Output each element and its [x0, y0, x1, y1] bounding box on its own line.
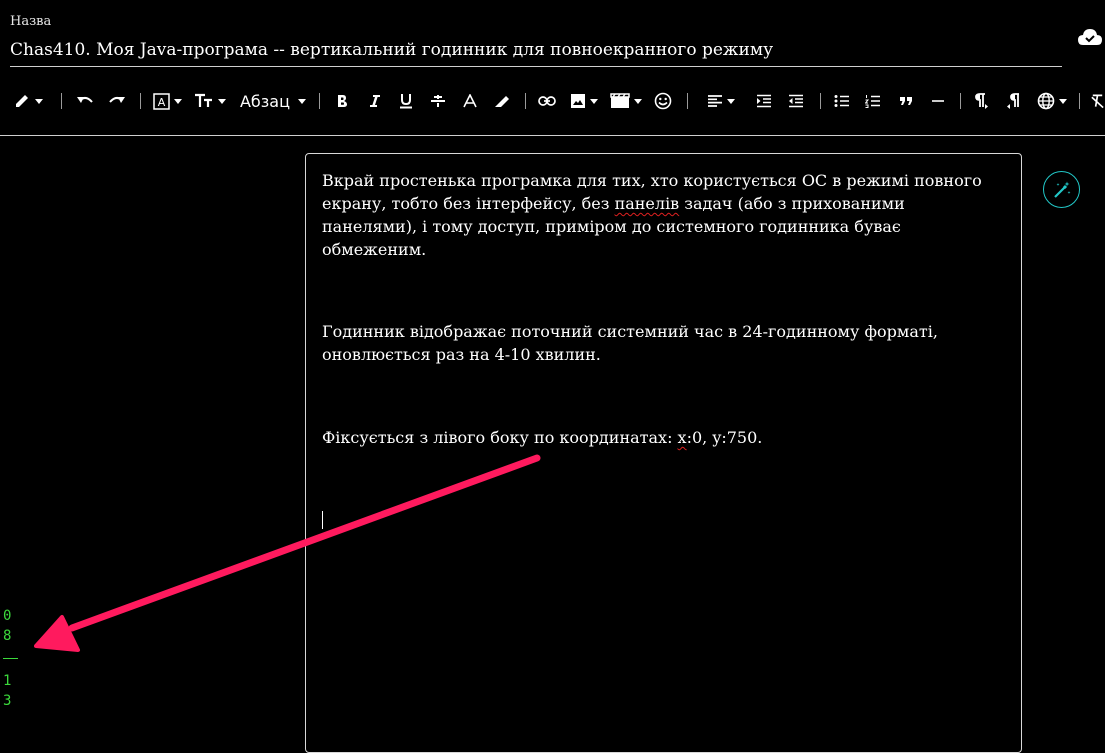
video-icon[interactable]: [610, 86, 642, 116]
link-icon[interactable]: [537, 86, 557, 116]
misspelled-word[interactable]: х: [677, 428, 687, 447]
paragraph-3: [322, 426, 1002, 449]
toolbar-separator: [820, 93, 821, 109]
clock-divider: [3, 658, 18, 659]
paragraph-1-text-b: задач (або з прихованими панелями), і тому доступ, приміром до системного годинника буває обмеженим.: [322, 194, 905, 259]
paragraph-1: [322, 169, 1002, 261]
rtl-icon[interactable]: [1003, 86, 1023, 116]
horizontal-rule-icon[interactable]: [928, 86, 948, 116]
clock-hour-digit-1: 0: [3, 608, 12, 624]
text-color-icon[interactable]: [151, 86, 183, 116]
underline-icon[interactable]: [397, 86, 415, 116]
numbered-list-icon[interactable]: [863, 86, 883, 116]
clear-format-icon[interactable]: [1090, 86, 1105, 116]
toolbar-separator: [61, 93, 62, 109]
strikethrough-icon[interactable]: [429, 86, 447, 116]
toolbar-separator: [140, 93, 141, 109]
toolbar-separator: [319, 93, 320, 109]
highlight-icon[interactable]: [492, 86, 512, 116]
toolbar-separator: [687, 93, 688, 109]
title-label: Назва: [10, 14, 52, 29]
redo-icon[interactable]: [106, 86, 128, 116]
title-underline: [10, 66, 1062, 67]
paragraph-3-text-a: Фіксується з лівого боку по координатах:: [322, 428, 678, 447]
pencil-icon[interactable]: [10, 86, 46, 116]
text-cursor: [322, 511, 323, 529]
image-icon[interactable]: [568, 86, 600, 116]
undo-icon[interactable]: [74, 86, 96, 116]
bold-icon[interactable]: [333, 86, 351, 116]
clock-minute-digit-2: 3: [3, 693, 12, 709]
clock-hour-digit-2: 8: [3, 628, 12, 644]
title-input[interactable]: Chas410. Моя Java-програма -- вертикальний годинник для повноекранного режиму: [10, 40, 774, 60]
toolbar-separator: [525, 93, 526, 109]
align-icon[interactable]: [704, 86, 738, 116]
text-style-icon[interactable]: [461, 86, 479, 116]
svg-text:A: A: [157, 95, 165, 109]
toolbar-separator: [960, 93, 961, 109]
outdent-icon[interactable]: [786, 86, 806, 116]
editor-content-area[interactable]: [305, 153, 1022, 753]
emoji-icon[interactable]: [653, 86, 673, 116]
paragraph-2: Годинник відображає поточний системний час в 24-годинному форматі, оновлюється раз на 4-10 хвилин.: [322, 322, 938, 364]
bullet-list-icon[interactable]: [832, 86, 852, 116]
language-icon[interactable]: [1036, 86, 1068, 116]
clock-minute-digit-1: 1: [3, 673, 12, 689]
toolbar-separator: [1079, 93, 1080, 109]
paragraph-3-text-b: :0, y:750.: [686, 428, 763, 447]
paragraph-1-text-a: Вкрай простенька програмка для тих, хто користується ОС в режимі повного екрану, тобто без інтерфейсу, без: [322, 171, 982, 213]
toolbar-divider: [0, 135, 1105, 136]
quote-icon[interactable]: [896, 86, 916, 116]
ltr-icon[interactable]: [972, 86, 992, 116]
italic-icon[interactable]: [366, 86, 384, 116]
cloud-check-icon[interactable]: [1077, 26, 1103, 48]
paragraph-format-dropdown[interactable]: [237, 86, 309, 116]
indent-icon[interactable]: [754, 86, 774, 116]
font-size-icon[interactable]: [194, 86, 226, 116]
misspelled-word[interactable]: панелів: [614, 194, 680, 213]
magic-wand-button[interactable]: [1043, 171, 1080, 208]
paragraph-format-label: Абзац: [239, 91, 290, 111]
editor-toolbar: [0, 86, 1105, 116]
magic-wand-icon: [1052, 180, 1072, 200]
